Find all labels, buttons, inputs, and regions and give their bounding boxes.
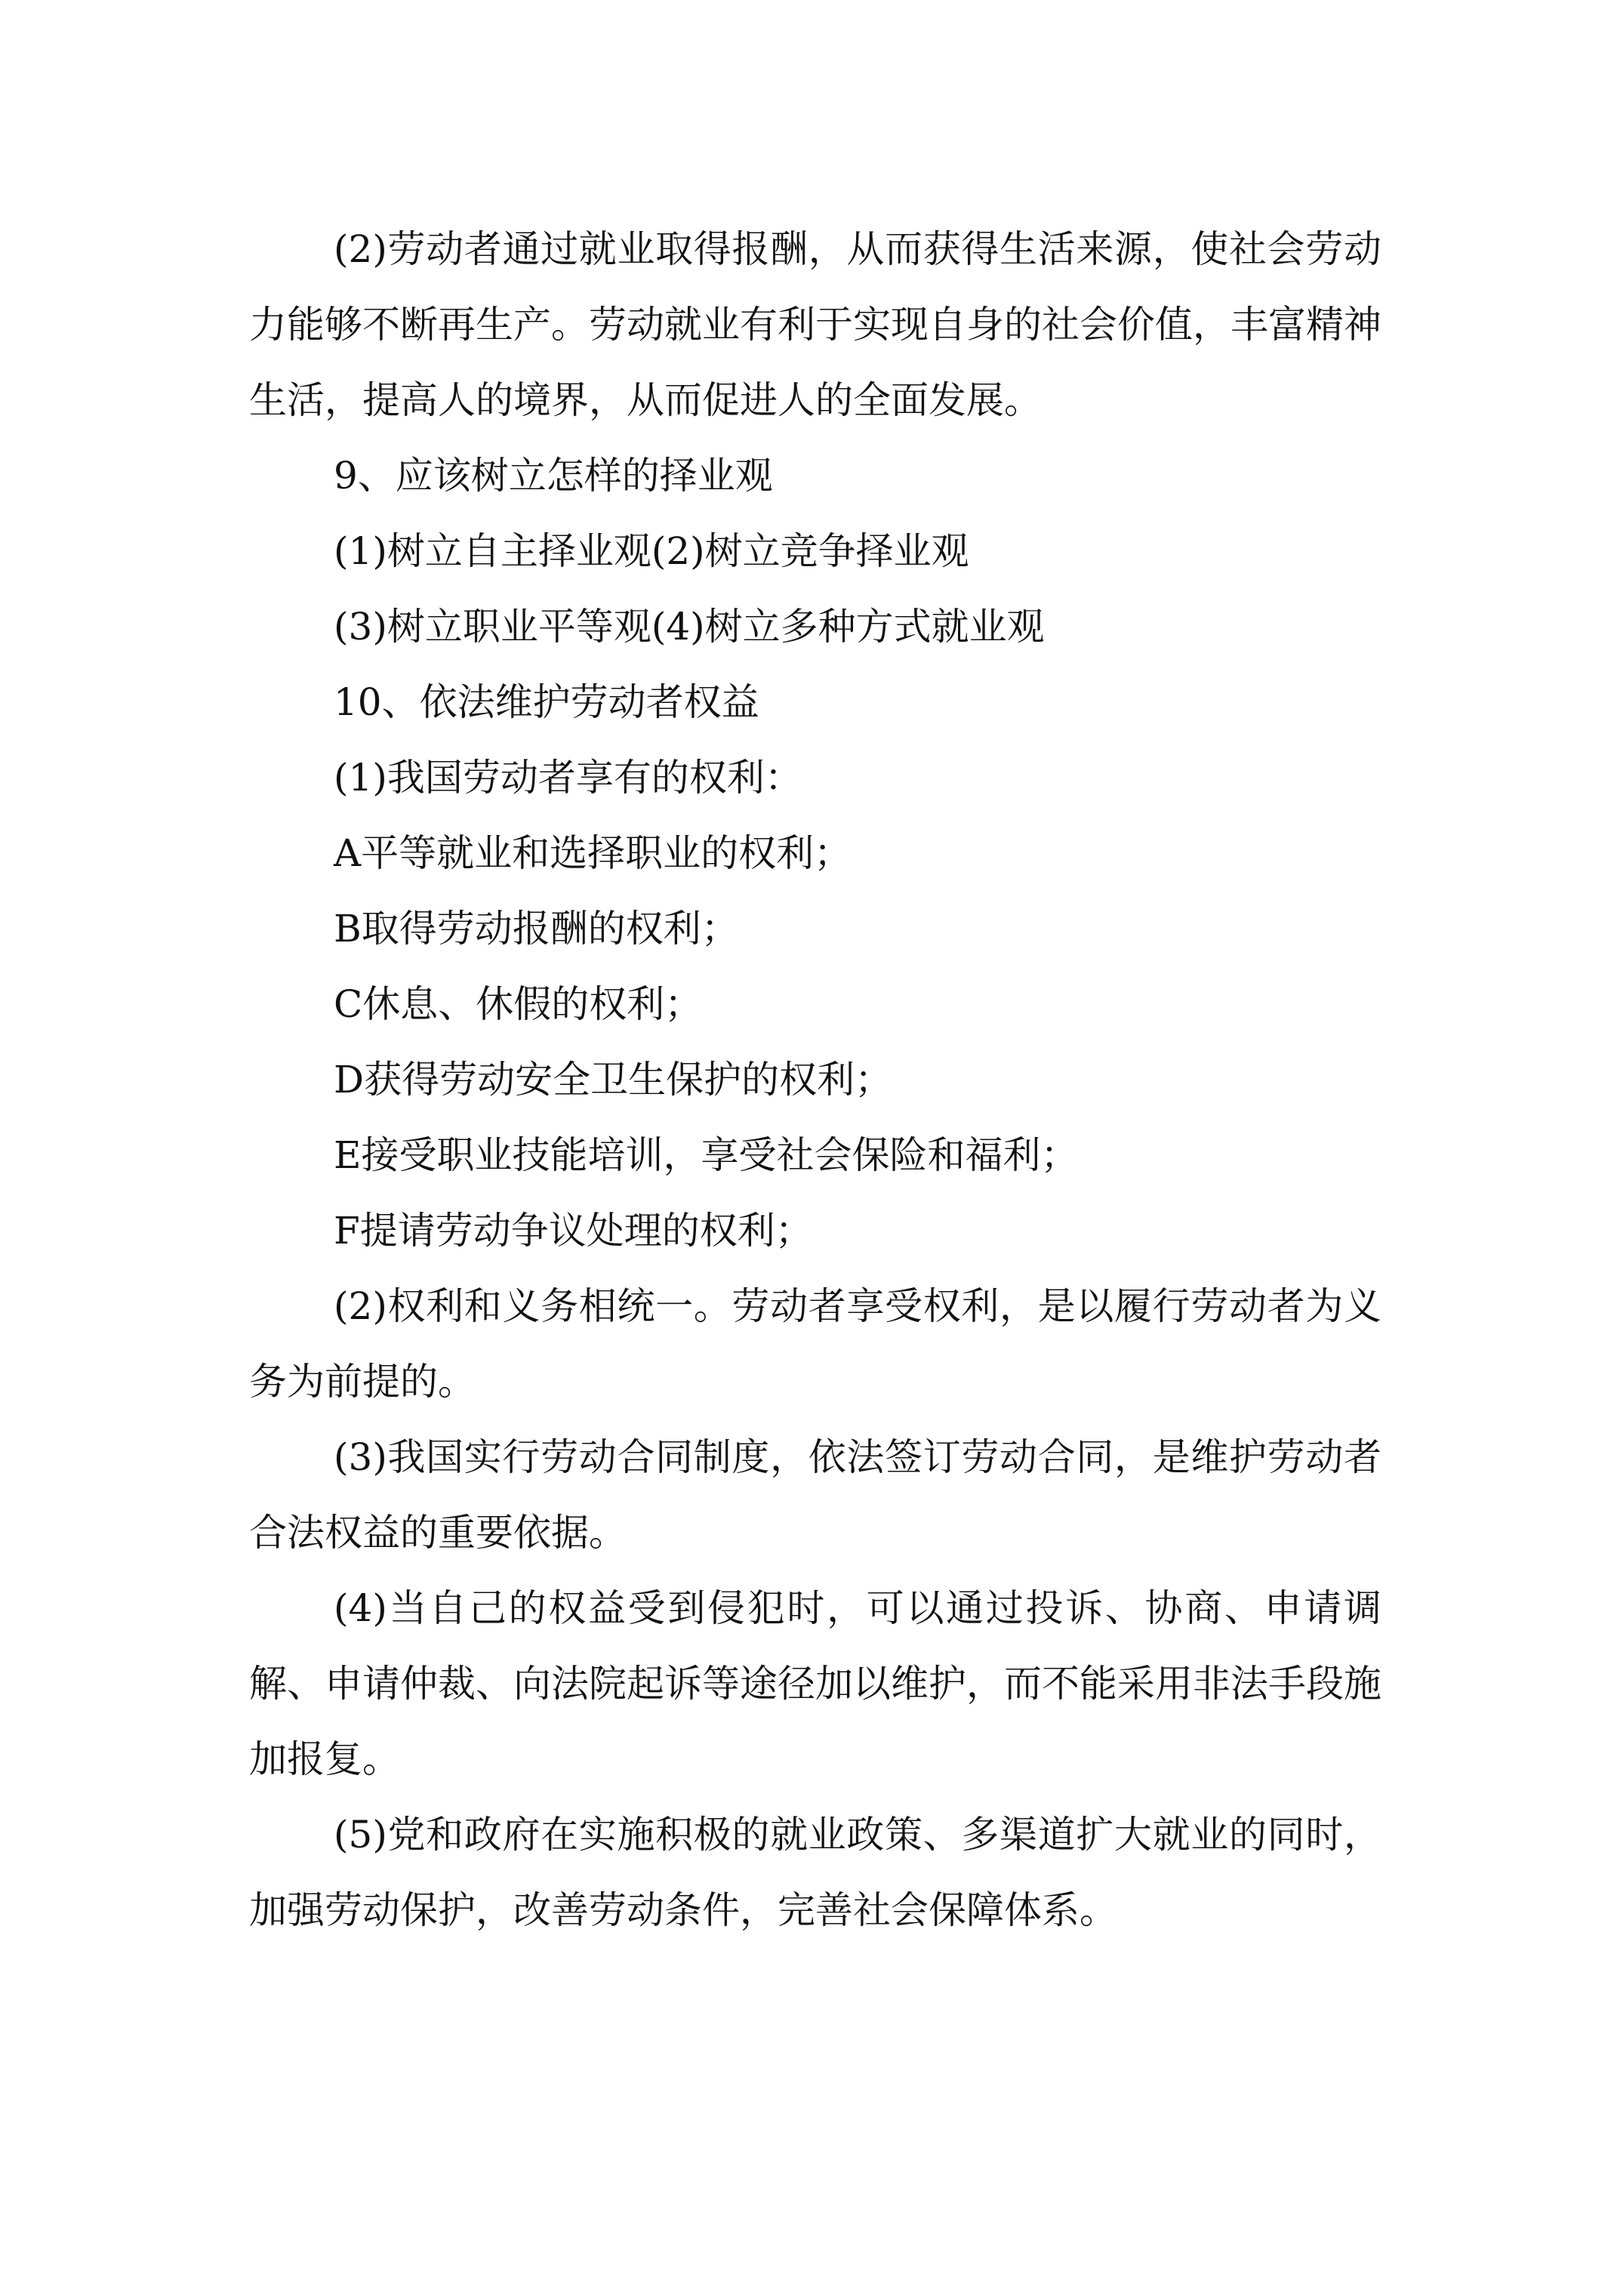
heading-worker-rights: 10、依法维护劳动者权益 (334, 680, 759, 724)
right-item-d: D获得劳动安全卫生保护的权利； (334, 1058, 893, 1102)
career-view-line-2: (3)树立职业平等观(4)树立多种方式就业观 (334, 605, 1045, 649)
right-item-a: A平等就业和选择职业的权利； (334, 831, 852, 875)
right-item-e: E接受职业技能培训，享受社会保险和福利； (334, 1133, 1079, 1177)
rights-intro: (1)我国劳动者享有的权利： (334, 756, 802, 800)
right-item-b: B取得劳动报酬的权利； (334, 907, 739, 951)
document-body (249, 211, 1381, 1948)
career-view-line-1: (1)树立自主择业观(2)树立竞争择业观 (334, 529, 969, 573)
heading-career-view: 9、应该树立怎样的择业观 (334, 454, 773, 498)
paragraph-labor-contract: (3)我国实行劳动合同制度，依法签订劳动合同，是维护劳动者合法权益的重要依据。 (249, 1435, 1381, 1555)
paragraph-government-policy: (5)党和政府在实施积极的就业政策、多渠道扩大就业的同时，加强劳动保护，改善劳动条件，完善社会保障体系。 (249, 1813, 1381, 1932)
paragraph-employment-benefits: (2)劳动者通过就业取得报酬，从而获得生活来源，使社会劳动力能够不断再生产。劳动就业有利于实现自身的社会价值，丰富精神生活，提高人的境界，从而促进人的全面发展。 (249, 227, 1381, 422)
paragraph-rights-duties: (2)权利和义务相统一。劳动者享受权利，是以履行劳动者为义务为前提的。 (249, 1284, 1381, 1404)
right-item-f: F提请劳动争议处理的权利； (334, 1209, 813, 1253)
right-item-c: C休息、休假的权利； (334, 982, 703, 1026)
paragraph-rights-protection: (4)当自己的权益受到侵犯时，可以通过投诉、协商、申请调解、申请仲裁、向法院起诉等途径加以维护，而不能采用非法手段施加报复。 (249, 1586, 1381, 1781)
